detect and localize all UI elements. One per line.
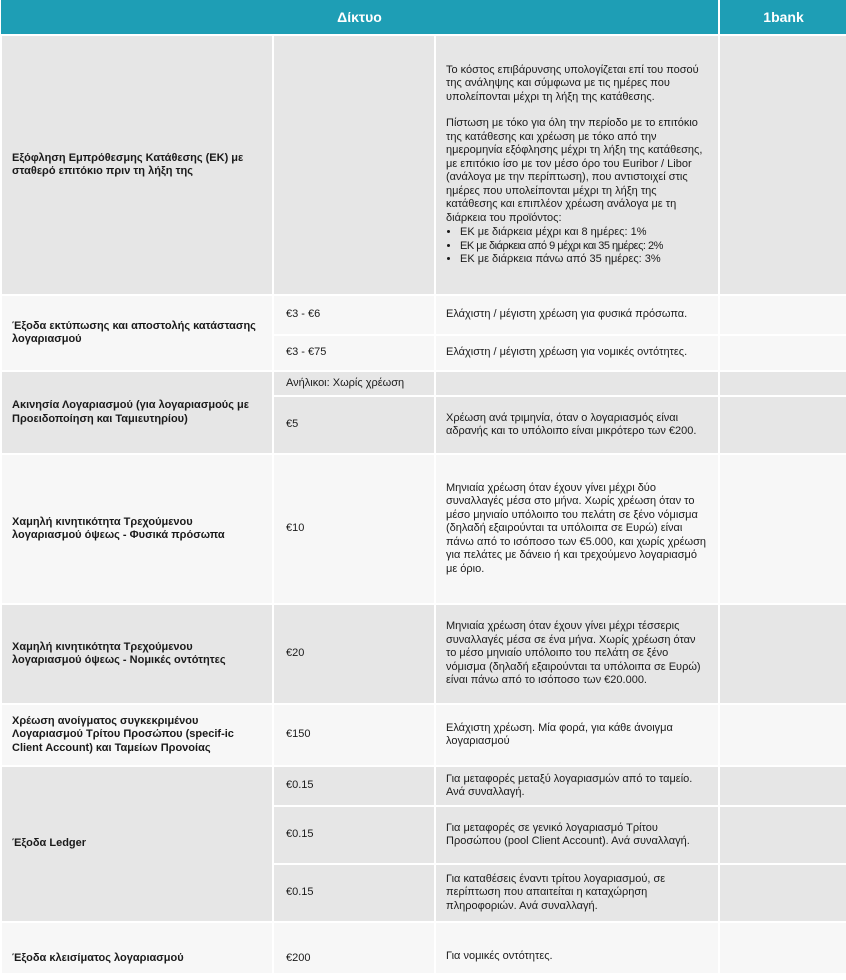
closing-desc: Για νομικές οντότητες. — [435, 922, 719, 974]
list-item: • ΕΚ με διάρκεια από 9 μέχρι και 35 ημέρες: 2% — [460, 240, 708, 254]
early-repayment-label: Εξόφληση Εμπρόθεσμης Κατάθεσης (ΕΚ) με σταθερό επιτόκιο πριν τη λήξη της — [1, 35, 273, 295]
early-repayment-bullets — [446, 226, 708, 267]
table-header-row — [1, 0, 846, 35]
table-row — [1, 454, 846, 604]
low-mobility-legal-1bank — [719, 604, 846, 704]
dormant-1bank-2 — [719, 396, 846, 454]
onebank-header: 1bank — [719, 0, 846, 35]
list-item: • ΕΚ με διάρκεια μέχρι και 8 ημέρες: 1% — [460, 226, 708, 240]
low-mobility-individuals-label: Χαμηλή κινητικότητα Τρεχούμενου λογαριασμού όψεως - Φυσικά πρόσωπα — [1, 454, 273, 604]
ledger-desc-1: Για μεταφορές μεταξύ λογαριασμών από το ταμείο. Ανά συναλλαγή. — [435, 766, 719, 806]
table-row — [1, 766, 846, 806]
dormant-label: Ακινησία Λογαριασμού (για λογαριασμούς με Προειδοποίηση και Ταμιευτηρίου) — [1, 371, 273, 454]
ledger-value-3: €0.15 — [273, 864, 435, 922]
client-account-value: €150 — [273, 704, 435, 766]
dormant-desc-2: Χρέωση ανά τριμηνία, όταν ο λογαριασμός είναι αδρανής και το υπόλοιπο είναι μικρότερο των €200. — [435, 396, 719, 454]
statement-desc-1: Ελάχιστη / μέγιστη χρέωση για φυσικά πρόσωπα. — [435, 295, 719, 335]
early-repayment-1bank — [719, 35, 846, 295]
ledger-label: Έξοδα Ledger — [1, 766, 273, 922]
dormant-1bank-1 — [719, 371, 846, 396]
statement-label: Έξοδα εκτύπωσης και αποστολής κατάστασης λογαριασμού — [1, 295, 273, 371]
closing-value: €200 — [273, 922, 435, 974]
client-account-label: Χρέωση ανοίγματος συγκεκριμένου Λογαριασμού Τρίτου Προσώπου (specif-ic Client Account) και Ταμείων Προνοίας — [1, 704, 273, 766]
early-repayment-value — [273, 35, 435, 295]
statement-1bank-1 — [719, 295, 846, 335]
ledger-value-1: €0.15 — [273, 766, 435, 806]
closing-1bank — [719, 922, 846, 974]
early-repayment-desc-p2: Πίστωση με τόκο για όλη την περίοδο με το επιτόκιο της κατάθεσης και χρέωση με τόκο από την ημερομηνία εξόφλησης μέχρι τη λήξη της κατάθεσης, με επιτόκιο ίσο με τον μέσο όρο του Euribor / Libor (ανάλογα με την περίπτωση), που αντιστοιχεί στις ημέρες που υπολείπονται μέχρι τη λήξη της κατάθεσης και επιπλέον χρέωση ανάλογα με τη διάρκεια του προϊόντος: — [446, 117, 703, 224]
ledger-1bank-1 — [719, 766, 846, 806]
ledger-desc-3: Για καταθέσεις έναντι τρίτου λογαριασμού, σε περίπτωση που απαιτείται η καταχώρηση πληροφοριών. Ανά συναλλαγή. — [435, 864, 719, 922]
low-mobility-legal-label: Χαμηλή κινητικότητα Τρεχούμενου λογαριασμού όψεως - Νομικές οντότητες — [1, 604, 273, 704]
early-repayment-description — [435, 35, 719, 295]
table-row — [1, 35, 846, 295]
ledger-1bank-3 — [719, 864, 846, 922]
early-repayment-desc-p1: Το κόστος επιβάρυνσης υπολογίζεται επί του ποσού της ανάληψης και σύμφωνα με τις ημέρες που υπολείπονται μέχρι τη λήξη της κατάθεσης. — [446, 63, 699, 103]
closing-label: Έξοδα κλεισίματος λογαριασμού — [1, 922, 273, 974]
ledger-value-2: €0.15 — [273, 806, 435, 864]
client-account-1bank — [719, 704, 846, 766]
dormant-value-2: €5 — [273, 396, 435, 454]
low-mobility-legal-value: €20 — [273, 604, 435, 704]
dormant-value-1: Ανήλικοι: Χωρίς χρέωση — [273, 371, 435, 396]
low-mobility-individuals-desc: Μηνιαία χρέωση όταν έχουν γίνει μέχρι δύο συναλλαγές μέσα στο μήνα. Χωρίς χρέωση όταν το μέσο μηνιαίο υπόλοιπο του πελάτη σε ξένο νόμισμα (δηλαδή εξαιρούνται τα υπόλοιπα σε Ευρώ) είναι πάνω από το ισόποσο των €5.000, και χωρίς χρέωση για πελάτες με δάνειο ή και τρεχούμενο λογαριασμό με όριο. — [435, 454, 719, 604]
table-row — [1, 922, 846, 974]
table-row — [1, 704, 846, 766]
low-mobility-individuals-1bank — [719, 454, 846, 604]
ledger-desc-2: Για μεταφορές σε γενικό λογαριασμό Τρίτου Προσώπου (pool Client Account). Ανά συναλλαγή. — [435, 806, 719, 864]
ledger-1bank-2 — [719, 806, 846, 864]
statement-1bank-2 — [719, 335, 846, 371]
table-row — [1, 371, 846, 396]
list-item: • ΕΚ με διάρκεια πάνω από 35 ημέρες: 3% — [460, 253, 708, 267]
low-mobility-individuals-value: €10 — [273, 454, 435, 604]
statement-value-1: €3 - €6 — [273, 295, 435, 335]
table-row — [1, 295, 846, 335]
client-account-desc: Ελάχιστη χρέωση. Μία φορά, για κάθε άνοιγμα λογαριασμού — [435, 704, 719, 766]
statement-desc-2: Ελάχιστη / μέγιστη χρέωση για νομικές οντότητες. — [435, 335, 719, 371]
statement-value-2: €3 - €75 — [273, 335, 435, 371]
dormant-desc-1 — [435, 371, 719, 396]
table-row — [1, 604, 846, 704]
low-mobility-legal-desc: Μηνιαία χρέωση όταν έχουν γίνει μέχρι τέσσερις συναλλαγές μέσα σε ένα μήνα. Χωρίς χρέωση όταν το μέσο μηνιαίο υπόλοιπο του πελάτη σε ξένο νόμισμα (δηλαδή εξαιρούνται τα υπόλοιπα σε Ευρώ) είναι πάνω από το ισόποσο των €20.000. — [435, 604, 719, 704]
network-header: Δίκτυο — [1, 0, 719, 35]
